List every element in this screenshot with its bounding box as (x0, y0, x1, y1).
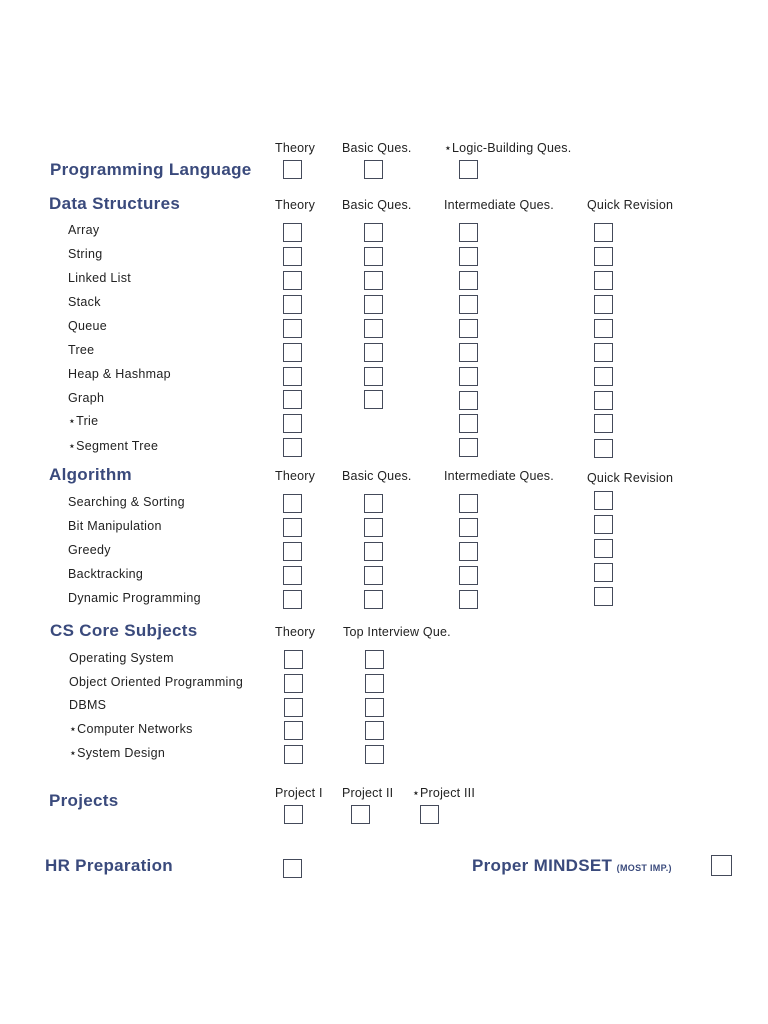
ds-item-stack: Stack (68, 295, 101, 309)
ds-queue-theory-checkbox[interactable] (283, 319, 302, 338)
algo-dp-theory-checkbox[interactable] (283, 590, 302, 609)
ds-graph-basic-checkbox[interactable] (364, 390, 383, 409)
algo-item-greedy: Greedy (68, 543, 111, 557)
ds-tree-intermediate-checkbox[interactable] (459, 343, 478, 362)
cs-item-system-design: ⋆System Design (69, 746, 166, 760)
ds-tree-theory-checkbox[interactable] (283, 343, 302, 362)
algo-bit-basic-checkbox[interactable] (364, 518, 383, 537)
ds-item-string: String (68, 247, 103, 261)
cs-item-oop: Object Oriented Programming (69, 675, 244, 689)
cs-os-interview-checkbox[interactable] (365, 650, 384, 669)
ds-stack-basic-checkbox[interactable] (364, 295, 383, 314)
ds-col-quick-revision: Quick Revision (587, 198, 674, 212)
pl-basic-checkbox[interactable] (364, 160, 383, 179)
ds-string-revision-checkbox[interactable] (594, 247, 613, 266)
ds-graph-revision-checkbox[interactable] (594, 391, 613, 410)
algo-bit-theory-checkbox[interactable] (283, 518, 302, 537)
ds-segtree-intermediate-checkbox[interactable] (459, 438, 478, 457)
algo-backtrack-intermediate-checkbox[interactable] (459, 566, 478, 585)
proj-col-3: ⋆Project III (412, 786, 476, 800)
cs-sd-interview-checkbox[interactable] (365, 745, 384, 764)
cs-item-computer-networks: ⋆Computer Networks (69, 722, 193, 736)
cs-dbms-interview-checkbox[interactable] (365, 698, 384, 717)
ds-item-array: Array (68, 223, 100, 237)
ds-item-linked-list: Linked List (68, 271, 132, 285)
ds-segtree-revision-checkbox[interactable] (594, 439, 613, 458)
ds-tree-revision-checkbox[interactable] (594, 343, 613, 362)
ds-array-intermediate-checkbox[interactable] (459, 223, 478, 242)
cs-sd-theory-checkbox[interactable] (284, 745, 303, 764)
ds-array-basic-checkbox[interactable] (364, 223, 383, 242)
algo-backtrack-revision-checkbox[interactable] (594, 563, 613, 582)
ds-item-trie: ⋆Trie (68, 414, 99, 428)
ds-heap-revision-checkbox[interactable] (594, 367, 613, 386)
cs-item-dbms: DBMS (69, 698, 107, 712)
cs-dbms-theory-checkbox[interactable] (284, 698, 303, 717)
mindset-label (472, 856, 672, 876)
algo-item-searching-sorting: Searching & Sorting (68, 495, 185, 509)
algo-search-intermediate-checkbox[interactable] (459, 494, 478, 513)
section-title-algorithm: Algorithm (49, 465, 132, 484)
section-title-cs-core: CS Core Subjects (50, 621, 198, 640)
algo-search-theory-checkbox[interactable] (283, 494, 302, 513)
proj-col-2: Project II (342, 786, 394, 800)
pl-theory-checkbox[interactable] (283, 160, 302, 179)
algo-col-quick-revision: Quick Revision (587, 471, 674, 485)
ds-item-queue: Queue (68, 319, 108, 333)
algo-item-dynamic-programming: Dynamic Programming (68, 591, 201, 605)
ds-heap-theory-checkbox[interactable] (283, 367, 302, 386)
ds-queue-revision-checkbox[interactable] (594, 319, 613, 338)
proj-col-1: Project I (275, 786, 323, 800)
project-3-checkbox[interactable] (420, 805, 439, 824)
ds-linkedlist-intermediate-checkbox[interactable] (459, 271, 478, 290)
project-2-checkbox[interactable] (351, 805, 370, 824)
ds-trie-theory-checkbox[interactable] (283, 414, 302, 433)
algo-dp-revision-checkbox[interactable] (594, 587, 613, 606)
algo-greedy-intermediate-checkbox[interactable] (459, 542, 478, 561)
pl-logic-checkbox[interactable] (459, 160, 478, 179)
ds-linkedlist-revision-checkbox[interactable] (594, 271, 613, 290)
ds-stack-intermediate-checkbox[interactable] (459, 295, 478, 314)
ds-col-basic: Basic Ques. (342, 198, 412, 212)
pl-col-theory: Theory (275, 141, 316, 155)
algo-bit-revision-checkbox[interactable] (594, 515, 613, 534)
project-1-checkbox[interactable] (284, 805, 303, 824)
mindset-title: Proper MINDSET (472, 856, 613, 875)
algo-search-basic-checkbox[interactable] (364, 494, 383, 513)
algo-greedy-revision-checkbox[interactable] (594, 539, 613, 558)
ds-col-intermediate: Intermediate Ques. (444, 198, 554, 212)
cs-col-theory: Theory (275, 625, 316, 639)
ds-queue-intermediate-checkbox[interactable] (459, 319, 478, 338)
algo-col-theory: Theory (275, 469, 316, 483)
algo-greedy-theory-checkbox[interactable] (283, 542, 302, 561)
section-title-programming-language: Programming Language (50, 160, 252, 179)
cs-oop-interview-checkbox[interactable] (365, 674, 384, 693)
ds-stack-revision-checkbox[interactable] (594, 295, 613, 314)
ds-array-theory-checkbox[interactable] (283, 223, 302, 242)
algo-dp-intermediate-checkbox[interactable] (459, 590, 478, 609)
mindset-checkbox[interactable] (711, 855, 732, 876)
ds-linkedlist-basic-checkbox[interactable] (364, 271, 383, 290)
ds-heap-basic-checkbox[interactable] (364, 367, 383, 386)
section-title-hr-preparation: HR Preparation (45, 856, 173, 875)
ds-segtree-theory-checkbox[interactable] (283, 438, 302, 457)
ds-graph-intermediate-checkbox[interactable] (459, 391, 478, 410)
ds-item-tree: Tree (68, 343, 95, 357)
cs-col-top-interview: Top Interview Que. (343, 625, 451, 639)
cs-os-theory-checkbox[interactable] (284, 650, 303, 669)
algo-search-revision-checkbox[interactable] (594, 491, 613, 510)
ds-tree-basic-checkbox[interactable] (364, 343, 383, 362)
ds-heap-intermediate-checkbox[interactable] (459, 367, 478, 386)
ds-string-theory-checkbox[interactable] (283, 247, 302, 266)
section-title-data-structures: Data Structures (49, 194, 181, 213)
hr-preparation-checkbox[interactable] (283, 859, 302, 878)
algo-col-intermediate: Intermediate Ques. (444, 469, 554, 483)
ds-string-intermediate-checkbox[interactable] (459, 247, 478, 266)
algo-item-backtracking: Backtracking (68, 567, 144, 581)
algo-dp-basic-checkbox[interactable] (364, 590, 383, 609)
ds-array-revision-checkbox[interactable] (594, 223, 613, 242)
algo-backtrack-theory-checkbox[interactable] (283, 566, 302, 585)
algo-bit-intermediate-checkbox[interactable] (459, 518, 478, 537)
ds-string-basic-checkbox[interactable] (364, 247, 383, 266)
algo-backtrack-basic-checkbox[interactable] (364, 566, 383, 585)
pl-col-basic: Basic Ques. (342, 141, 412, 155)
section-title-projects: Projects (49, 791, 119, 810)
ds-stack-theory-checkbox[interactable] (283, 295, 302, 314)
algo-greedy-basic-checkbox[interactable] (364, 542, 383, 561)
ds-trie-revision-checkbox[interactable] (594, 414, 613, 433)
cs-oop-theory-checkbox[interactable] (284, 674, 303, 693)
ds-queue-basic-checkbox[interactable] (364, 319, 383, 338)
ds-col-theory: Theory (275, 198, 316, 212)
pl-col-logic: ⋆Logic-Building Ques. (444, 141, 572, 155)
ds-item-segment-tree: ⋆Segment Tree (68, 439, 159, 453)
ds-item-heap-hashmap: Heap & Hashmap (68, 367, 171, 381)
algo-col-basic: Basic Ques. (342, 469, 412, 483)
cs-item-operating-system: Operating System (69, 651, 174, 665)
ds-linkedlist-theory-checkbox[interactable] (283, 271, 302, 290)
ds-item-graph: Graph (68, 391, 105, 405)
algo-item-bit-manipulation: Bit Manipulation (68, 519, 162, 533)
cs-cn-interview-checkbox[interactable] (365, 721, 384, 740)
ds-trie-intermediate-checkbox[interactable] (459, 414, 478, 433)
mindset-note: (MOST IMP.) (616, 863, 672, 873)
ds-graph-theory-checkbox[interactable] (283, 390, 302, 409)
cs-cn-theory-checkbox[interactable] (284, 721, 303, 740)
